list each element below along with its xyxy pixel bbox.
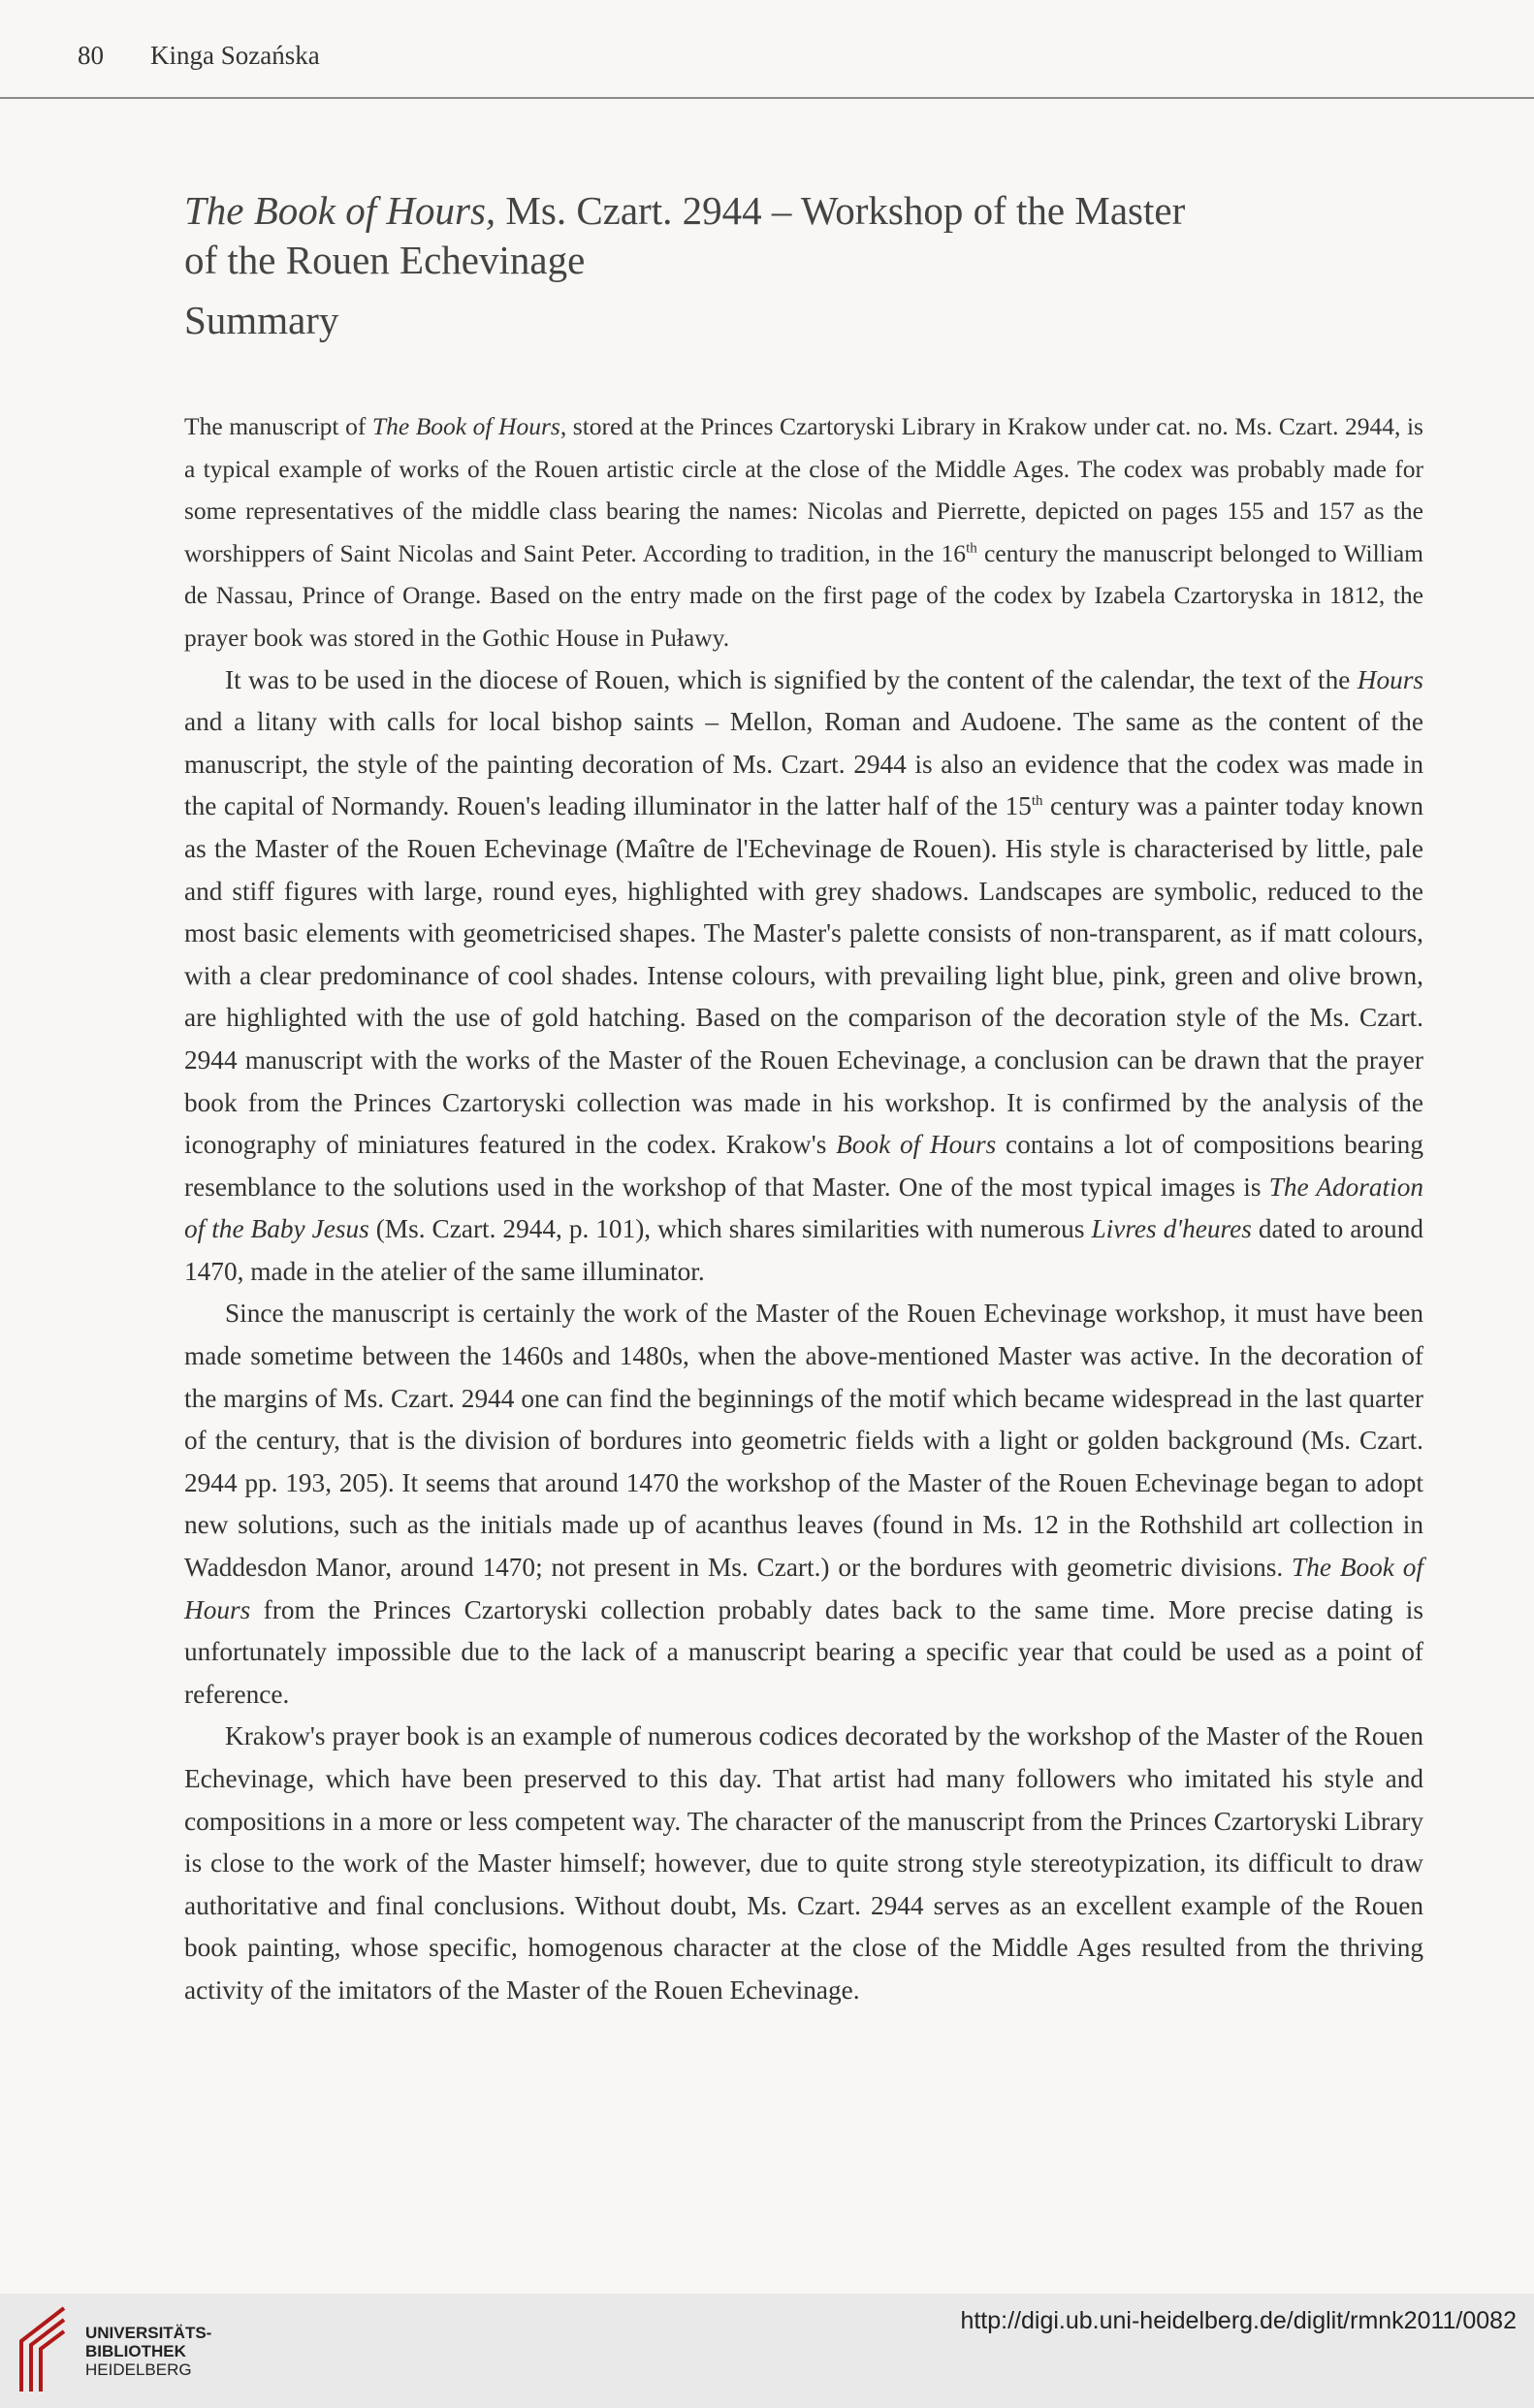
italic-run: The Book of Hours [184, 1553, 1423, 1624]
italic-run: Hours [1357, 664, 1423, 694]
running-author: Kinga Sozańska [150, 41, 320, 70]
paragraph-4: Krakow's prayer book is an example of numerous codices decorated by the workshop of the Master of the Rouen Echevinage, which have been preserved to this day. That artist had many followers who imitated his style and compositions in a more or less competent way. The character of the manuscript from the Princes Czartoryski Library is close to the work of the Master himself; however, due to quite strong style stereotypization, its difficult to draw authoritative and final conclusions. Without doubt, Ms. Czart. 2944 serves as an excellent example of the Rouen book painting, whose specific, homogenous character at the close of the Middle Ages resulted from the thriving activity of the imitators of the Master of the Rouen Echevinage. [184, 1721, 1423, 2005]
article-title [184, 186, 1348, 285]
title-line2: of the Rouen Echevinage [184, 238, 586, 282]
italic-run: The Adoration of the Baby Jesus [184, 1172, 1423, 1244]
page-number: 80 [78, 41, 104, 70]
text-run: century was a painter today known as the Master of the Rouen Echevinage (Maître de l'Echevinage de Rouen). His style is characterised by little, pale and stiff figures with large, round eyes, highlighted with grey shadows. Landscapes are symbolic, reduced to the most basic elements with geometricised shapes. The Master's palette consists of non-transparent, as if matt colours, with a clear predominance of cool shades. Intense colours, with prevailing light blue, pink, green and olive brown, are highlighted with the use of gold hatching. Based on the comparison of the decoration style of the Ms. Czart. 2944 manuscript with the works of the Master of the Rouen Echevinage, a conclusion can be drawn that the prayer book from the Princes Czartoryski collection was made in his workshop. It is confirmed by the analysis of the iconography of miniatures featured in the codex. Krakow's [184, 791, 1424, 1160]
header-rule [0, 97, 1534, 99]
text-run: contains a lot of compositions bearing resemblance to the solutions used in the workshop of that Master. One of the most typical images is [184, 1130, 1423, 1202]
paragraph-2 [184, 659, 1423, 1294]
superscript: th [966, 540, 977, 557]
paragraph-3 [184, 1293, 1423, 1716]
text-run: Since the manuscript is certainly the work of the Master of the Rouen Echevinage workshop, it must have been made sometime between the 1460s and 1480s, when the above-mentioned Master was active. In the decoration of the margins of Ms. Czart. 2944 one can find the beginnings of the motif which became widespread in the last quarter of the century, that is the division of bordures into geometric fields with a light or golden background (Ms. Czart. 2944 pp. 193, 205). It seems that around 1470 the workshop of the Master of the Rouen Echevinage began to adopt new solutions, such as the initials made up of acanthus leaves (found in Ms. 12 in the Rothshild art collection in Waddesdon Manor, around 1470; not present in Ms. Czart.) or the bordures with geometric divisions. [184, 1299, 1423, 1583]
text-run: (Ms. Czart. 2944, p. 101), which shares similarities with numerous [368, 1214, 1092, 1244]
university-library-logo-icon [14, 2302, 72, 2395]
superscript: th [1031, 793, 1043, 810]
summary-body [184, 405, 1423, 2012]
library-name [85, 2324, 211, 2379]
title-italic: The Book of Hours, [184, 188, 496, 233]
title-line1-rest: Ms. Czart. 2944 – Workshop of the Master [495, 188, 1186, 233]
text-run: century the manuscript belonged to William de Nassau, Prince of Orange. Based on the entry made on the first page of the codex by Izabela Czartoryska in 1812, the prayer book was stored in the Gothic House in Puławy. [184, 538, 1424, 652]
library-name-line2: BIBLIOTHEK [85, 2342, 186, 2360]
paragraph-1 [184, 405, 1423, 659]
italic-run: Livres d'heures [1091, 1214, 1252, 1244]
italic-run: Book of Hours [836, 1130, 997, 1160]
text-run: from the Princes Czartoryski collection probably dates back to the same time. More precise dating is unfortunately impossible due to the lack of a manuscript bearing a specific year that could be used as a point of reference. [184, 1594, 1423, 1709]
section-heading: Summary [184, 298, 339, 342]
library-name-line3: HEIDELBERG [85, 2360, 192, 2379]
text-run: , stored at the Princes Czartoryski Library in Krakow under cat. no. Ms. Czart. 2944, is a typical example of works of the Rouen artistic circle at the close of the Middle Ages. The codex was probably made for some representatives of the middle class bearing the names: Nicolas and Pierrette, depicted on pages 155 and 157 as the worshippers of Saint Nicolas and Saint Peter. According to tradition, in the 16 [184, 412, 1423, 567]
running-header [78, 41, 320, 80]
text-run: dated to around 1470, made in the atelier of the same illuminator. [184, 1214, 1423, 1286]
library-name-line1: UNIVERSITÄTS- [85, 2324, 212, 2342]
text-run: and a litany with calls for local bishop saints – Mellon, Roman and Audoene. The same as the content of the manuscript, the style of the painting decoration of Ms. Czart. 2944 is also an evidence that the codex was made in the capital of Normandy. Rouen's leading illuminator in the latter half of the 15 [184, 707, 1423, 821]
italic-run: The Book of Hours [371, 412, 560, 440]
source-url-link[interactable]: http://digi.ub.uni-heidelberg.de/diglit/rmnk2011/0082 [960, 2307, 1517, 2334]
text-run: It was to be used in the diocese of Rouen, which is signified by the content of the calendar, the text of the [225, 664, 1358, 694]
text-run: The manuscript of [184, 412, 372, 440]
